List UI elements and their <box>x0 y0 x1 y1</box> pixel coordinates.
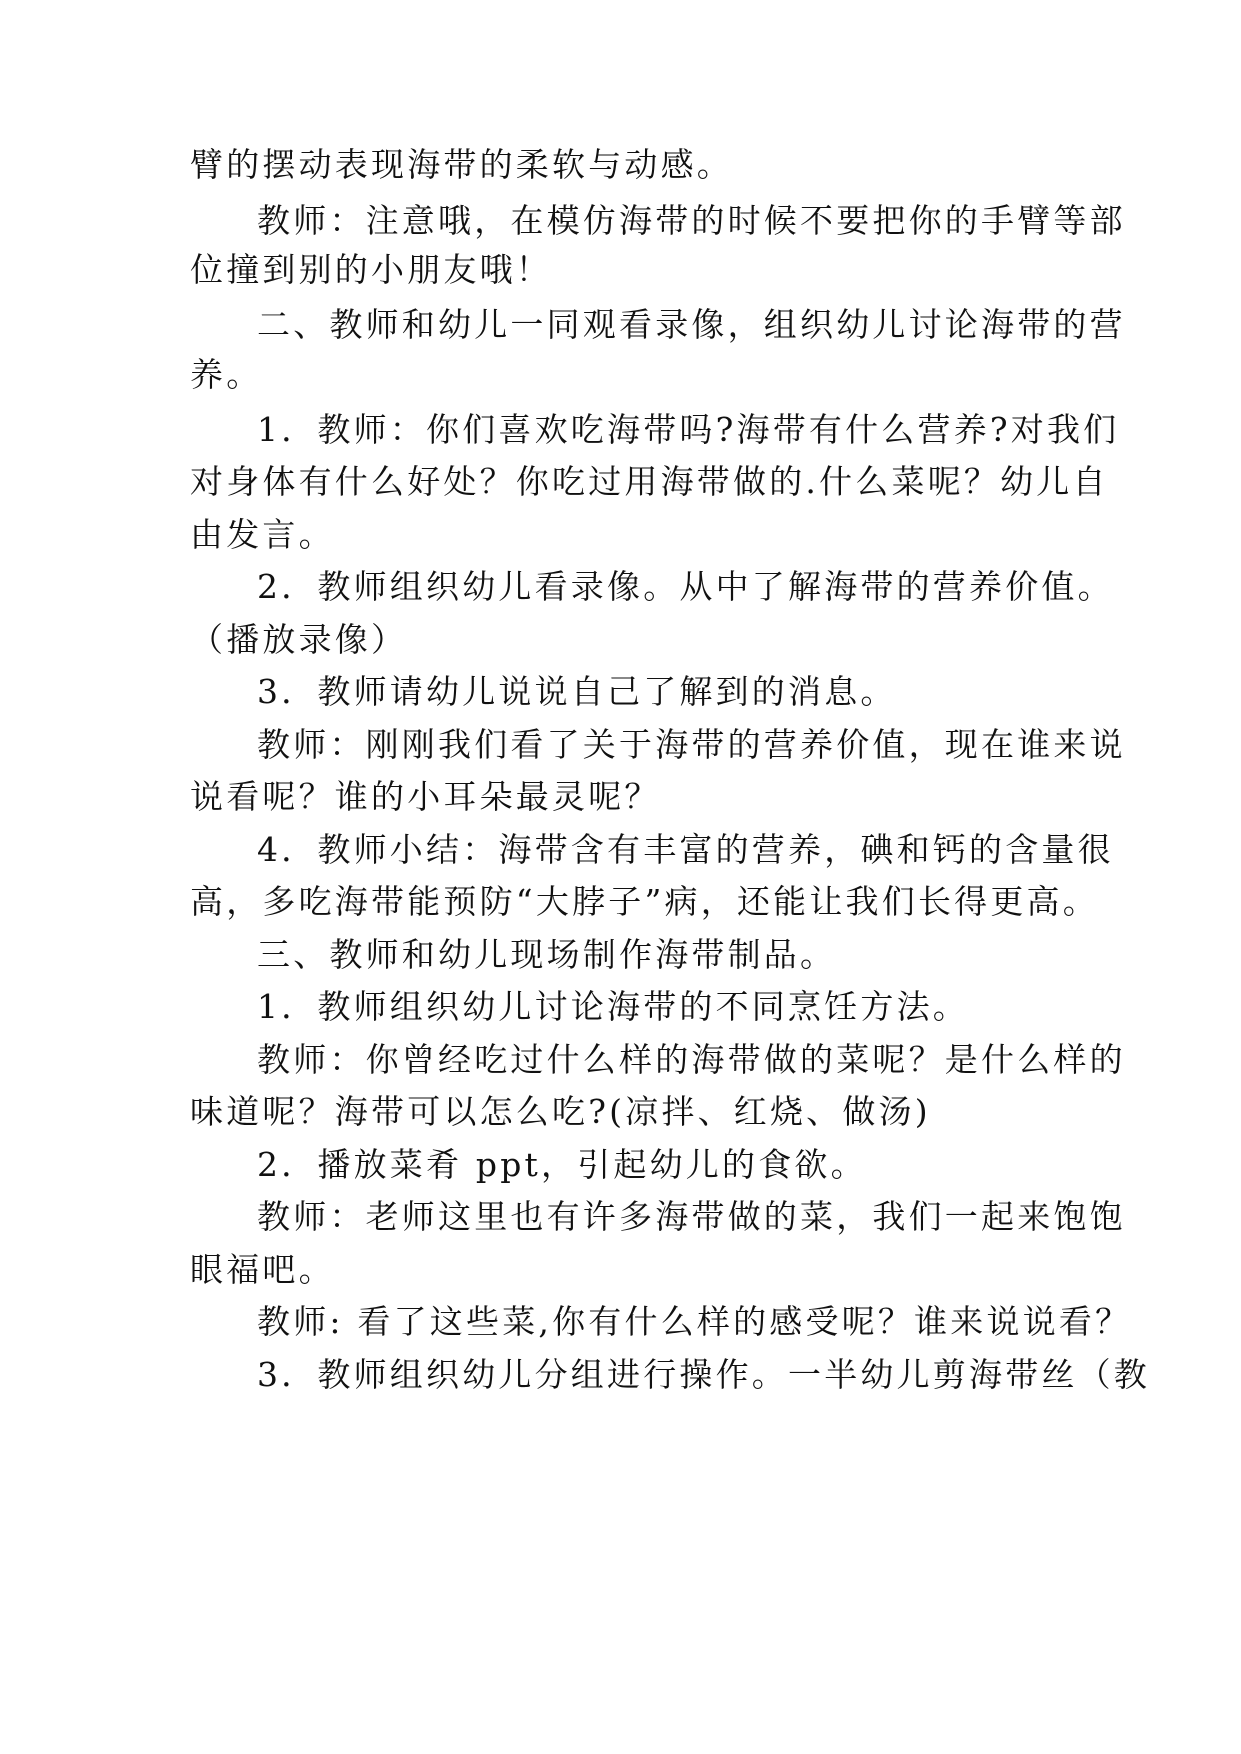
paragraph-line: 2．教师组织幼儿看录像。从中了解海带的营养价值。 <box>257 567 1114 606</box>
paragraph-line: 养。 <box>190 355 263 394</box>
paragraph-line: 2．播放菜肴 ppt，引起幼儿的食欲。 <box>257 1145 867 1184</box>
paragraph-line: 位撞到别的小朋友哦！ <box>190 250 552 289</box>
paragraph-line: 3．教师请幼儿说说自己了解到的消息。 <box>257 672 897 711</box>
paragraph-line: 3．教师组织幼儿分组进行操作。一半幼儿剪海带丝（教 <box>257 1355 1150 1394</box>
paragraph-line: 1．教师：你们喜欢吃海带吗?海带有什么营养?对我们 <box>257 410 1120 449</box>
paragraph-line: 说看呢？谁的小耳朵最灵呢？ <box>190 777 661 816</box>
paragraph-line: 1．教师组织幼儿讨论海带的不同烹饪方法。 <box>257 987 969 1026</box>
paragraph-line: 臂的摆动表现海带的柔软与动感。 <box>190 145 733 184</box>
paragraph-line: 教师：老师这里也有许多海带做的菜，我们一起来饱饱 <box>257 1197 1126 1236</box>
paragraph-line: 味道呢？海带可以怎么吃?(凉拌、红烧、做汤) <box>190 1092 931 1131</box>
paragraph-line: 三、教师和幼儿现场制作海带制品。 <box>257 935 837 974</box>
paragraph-line: 教师: 看了这些菜,你有什么样的感受呢？谁来说说看？ <box>257 1302 1132 1341</box>
paragraph-line: 教师：你曾经吃过什么样的海带做的菜呢？是什么样的 <box>257 1040 1126 1079</box>
paragraph-line: 对身体有什么好处？你吃过用海带做的.什么菜呢？幼儿自 <box>190 462 1109 501</box>
paragraph-line: 教师：注意哦，在模仿海带的时候不要把你的手臂等部 <box>257 201 1126 240</box>
paragraph-line: 二、教师和幼儿一同观看录像，组织幼儿讨论海带的营 <box>257 305 1126 344</box>
paragraph-line: 4．教师小结：海带含有丰富的营养，碘和钙的含量很 <box>257 830 1114 869</box>
paragraph-line: （播放录像） <box>190 620 408 659</box>
paragraph-line: 高，多吃海带能预防“大脖子”病，还能让我们长得更高。 <box>190 882 1099 921</box>
paragraph-line: 眼福吧。 <box>190 1250 335 1289</box>
paragraph-line: 由发言。 <box>190 515 335 554</box>
paragraph-line: 教师：刚刚我们看了关于海带的营养价值，现在谁来说 <box>257 725 1126 764</box>
